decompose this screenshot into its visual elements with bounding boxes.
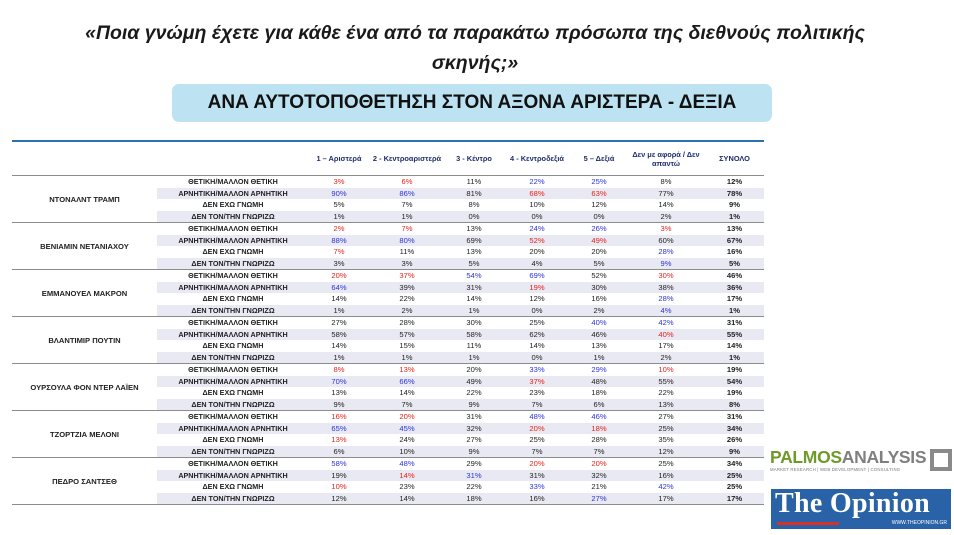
total-cell: 34% xyxy=(705,423,764,435)
opinion-row-label: ΘΕΤΙΚΗ/ΜΑΛΛΟΝ ΘΕΤΙΚΗ xyxy=(188,177,278,187)
question-title: «Ποια γνώμη έχετε για κάθε ένα από τα παρακάτω πρόσωπα της διεθνούς πολιτικής σκηνής;» xyxy=(85,22,865,74)
value-cell: 3% xyxy=(309,258,369,270)
opinion-row-label: ΔΕΝ ΕΧΩ ΓΝΩΜΗ xyxy=(202,388,264,398)
total-cell: 17% xyxy=(705,493,764,505)
value-cell: 7% xyxy=(401,224,413,234)
value-cell: 14% xyxy=(331,294,347,304)
person-name: ΒΛΑΝΤΙΜΙΡ ΠΟΥΤΙΝ xyxy=(12,317,157,364)
value-cell: 1% xyxy=(309,211,369,223)
opinion-row-label: ΑΡΝΗΤΙΚΗ/ΜΑΛΛΟΝ ΑΡΝΗΤΙΚΗ xyxy=(157,376,309,388)
value-cell: 25% xyxy=(529,435,545,445)
value-cell: 27% xyxy=(466,435,482,445)
palmos-logo-word-a: PALMOS xyxy=(770,447,842,467)
header-blank-person xyxy=(12,142,157,176)
opinion-row-label: ΘΕΤΙΚΗ/ΜΑΛΛΟΝ ΘΕΤΙΚΗ xyxy=(188,365,278,375)
header-col-right: 5 – Δεξιά xyxy=(571,142,627,176)
palmos-logo-wordmark xyxy=(770,448,952,466)
value-cell: 20% xyxy=(466,365,482,375)
value-cell: 2% xyxy=(333,224,345,234)
palmos-logo-tagline: MARKET RESEARCH | WEB DEVELOPMENT | CONSULTING xyxy=(770,467,901,472)
value-cell: 40% xyxy=(627,329,705,341)
value-cell: 20% xyxy=(399,412,415,422)
value-cell: 14% xyxy=(369,470,445,482)
value-cell: 31% xyxy=(445,470,503,482)
value-cell: 16% xyxy=(503,493,571,505)
value-cell: 29% xyxy=(591,365,607,375)
value-cell: 11% xyxy=(466,341,482,351)
value-cell: 13% xyxy=(331,435,347,445)
total-cell: 55% xyxy=(705,329,764,341)
value-cell: 11% xyxy=(466,177,482,187)
value-cell: 69% xyxy=(529,271,545,281)
value-cell: 28% xyxy=(658,294,674,304)
opinion-row-label: ΔΕΝ ΕΧΩ ΓΝΩΜΗ xyxy=(202,200,264,210)
value-cell: 12% xyxy=(529,294,545,304)
value-cell: 8% xyxy=(333,365,345,375)
value-cell: 58% xyxy=(445,329,503,341)
palmos-square-icon xyxy=(930,449,952,471)
total-cell: 9% xyxy=(729,200,740,210)
value-cell: 14% xyxy=(369,493,445,505)
value-cell: 10% xyxy=(529,200,545,210)
person-name: ΕΜΜΑΝΟΥΕΛ ΜΑΚΡΟΝ xyxy=(12,270,157,317)
value-cell: 12% xyxy=(591,200,607,210)
table-row xyxy=(12,270,764,282)
total-cell: 5% xyxy=(705,258,764,270)
value-cell: 6% xyxy=(571,399,627,411)
value-cell: 8% xyxy=(468,200,480,210)
table-header-row xyxy=(12,142,764,176)
value-cell: 0% xyxy=(571,211,627,223)
total-cell: 25% xyxy=(705,470,764,482)
value-cell: 14% xyxy=(658,200,674,210)
value-cell: 25% xyxy=(627,423,705,435)
value-cell: 13% xyxy=(627,399,705,411)
the-opinion-logo xyxy=(771,489,951,529)
total-cell: 36% xyxy=(705,282,764,294)
value-cell: 20% xyxy=(529,247,545,257)
opinion-row-label: ΔΕΝ ΕΧΩ ΓΝΩΜΗ xyxy=(202,341,264,351)
value-cell: 13% xyxy=(466,224,482,234)
value-cell: 9% xyxy=(445,446,503,458)
value-cell: 18% xyxy=(445,493,503,505)
value-cell: 17% xyxy=(658,341,674,351)
value-cell: 66% xyxy=(369,376,445,388)
value-cell: 30% xyxy=(466,318,482,328)
value-cell: 22% xyxy=(466,388,482,398)
opinion-row-label: ΘΕΤΙΚΗ/ΜΑΛΛΟΝ ΘΕΤΙΚΗ xyxy=(188,459,278,469)
opinion-row-label: ΔΕΝ ΤΟΝ/ΤΗΝ ΓΝΩΡΙΖΩ xyxy=(157,399,309,411)
value-cell: 90% xyxy=(309,188,369,200)
value-cell: 20% xyxy=(331,271,347,281)
value-cell: 63% xyxy=(571,188,627,200)
value-cell: 10% xyxy=(369,446,445,458)
value-cell: 20% xyxy=(529,459,545,469)
value-cell: 54% xyxy=(466,271,482,281)
value-cell: 19% xyxy=(503,282,571,294)
value-cell: 70% xyxy=(309,376,369,388)
value-cell: 29% xyxy=(466,459,482,469)
value-cell: 16% xyxy=(627,470,705,482)
value-cell: 86% xyxy=(369,188,445,200)
opinion-row-label: ΘΕΤΙΚΗ/ΜΑΛΛΟΝ ΘΕΤΙΚΗ xyxy=(188,412,278,422)
value-cell: 31% xyxy=(503,470,571,482)
value-cell: 7% xyxy=(571,446,627,458)
value-cell: 32% xyxy=(571,470,627,482)
opinion-row-label: ΑΡΝΗΤΙΚΗ/ΜΑΛΛΟΝ ΑΡΝΗΤΙΚΗ xyxy=(157,423,309,435)
header-col-center-right: 4 - Κεντροδεξιά xyxy=(503,142,571,176)
total-cell: 67% xyxy=(705,235,764,247)
value-cell: 1% xyxy=(309,305,369,317)
value-cell: 3% xyxy=(369,258,445,270)
results-table-container xyxy=(12,140,764,505)
table-row xyxy=(12,317,764,329)
value-cell: 48% xyxy=(399,459,415,469)
header-blank-label xyxy=(157,142,309,176)
value-cell: 0% xyxy=(445,211,503,223)
value-cell: 30% xyxy=(658,271,674,281)
value-cell: 1% xyxy=(309,352,369,364)
value-cell: 55% xyxy=(627,376,705,388)
value-cell: 33% xyxy=(529,482,545,492)
value-cell: 2% xyxy=(627,352,705,364)
value-cell: 14% xyxy=(331,341,347,351)
value-cell: 68% xyxy=(503,188,571,200)
value-cell: 46% xyxy=(591,412,607,422)
total-cell: 34% xyxy=(726,459,743,469)
value-cell: 14% xyxy=(466,294,482,304)
total-cell: 14% xyxy=(726,341,743,351)
value-cell: 80% xyxy=(369,235,445,247)
person-name: ΟΥΡΣΟΥΛΑ ΦΟΝ ΝΤΕΡ ΛΑΪΕΝ xyxy=(12,364,157,411)
value-cell: 10% xyxy=(331,482,347,492)
value-cell: 22% xyxy=(399,294,415,304)
value-cell: 48% xyxy=(529,412,545,422)
header-col-left: 1 – Αριστερά xyxy=(309,142,369,176)
total-cell: 78% xyxy=(705,188,764,200)
value-cell: 7% xyxy=(401,200,413,210)
value-cell: 23% xyxy=(399,482,415,492)
value-cell: 49% xyxy=(445,376,503,388)
value-cell: 42% xyxy=(658,318,674,328)
value-cell: 60% xyxy=(627,235,705,247)
value-cell: 25% xyxy=(529,318,545,328)
opinion-row-label: ΑΡΝΗΤΙΚΗ/ΜΑΛΛΟΝ ΑΡΝΗΤΙΚΗ xyxy=(157,329,309,341)
opinion-row-label: ΔΕΝ ΕΧΩ ΓΝΩΜΗ xyxy=(202,482,264,492)
value-cell: 37% xyxy=(399,271,415,281)
header-col-total: ΣΥΝΟΛΟ xyxy=(705,142,764,176)
value-cell: 16% xyxy=(591,294,607,304)
value-cell: 9% xyxy=(627,258,705,270)
opinion-row-label: ΔΕΝ ΤΟΝ/ΤΗΝ ΓΝΩΡΙΖΩ xyxy=(157,305,309,317)
results-table xyxy=(12,142,764,505)
value-cell: 1% xyxy=(369,352,445,364)
value-cell: 49% xyxy=(571,235,627,247)
value-cell: 52% xyxy=(591,271,607,281)
value-cell: 3% xyxy=(660,224,672,234)
table-row xyxy=(12,223,764,235)
palmos-logo-word-b: ANALYSIS xyxy=(841,447,927,467)
value-cell: 22% xyxy=(529,177,545,187)
value-cell: 5% xyxy=(333,200,345,210)
value-cell: 8% xyxy=(660,177,672,187)
palmos-analysis-logo xyxy=(770,448,952,478)
total-cell: 46% xyxy=(726,271,743,281)
value-cell: 30% xyxy=(571,282,627,294)
value-cell: 17% xyxy=(627,493,705,505)
value-cell: 64% xyxy=(309,282,369,294)
value-cell: 57% xyxy=(369,329,445,341)
value-cell: 77% xyxy=(627,188,705,200)
value-cell: 48% xyxy=(571,376,627,388)
total-cell: 26% xyxy=(726,435,743,445)
value-cell: 58% xyxy=(309,329,369,341)
value-cell: 27% xyxy=(331,318,347,328)
value-cell: 37% xyxy=(503,376,571,388)
opinion-row-label: ΑΡΝΗΤΙΚΗ/ΜΑΛΛΟΝ ΑΡΝΗΤΙΚΗ xyxy=(157,470,309,482)
table-row xyxy=(12,458,764,470)
header-col-center-left: 2 - Κεντροαριστερά xyxy=(369,142,445,176)
value-cell: 28% xyxy=(658,247,674,257)
value-cell: 5% xyxy=(445,258,503,270)
person-name: ΠΕΔΡΟ ΣΑΝΤΣΕΘ xyxy=(12,458,157,505)
opinion-row-label: ΔΕΝ ΕΧΩ ΓΝΩΜΗ xyxy=(202,247,264,257)
value-cell: 35% xyxy=(658,435,674,445)
total-cell: 54% xyxy=(705,376,764,388)
value-cell: 2% xyxy=(627,211,705,223)
value-cell: 32% xyxy=(445,423,503,435)
opinion-row-label: ΑΡΝΗΤΙΚΗ/ΜΑΛΛΟΝ ΑΡΝΗΤΙΚΗ xyxy=(157,188,309,200)
table-row xyxy=(12,176,764,188)
total-cell: 19% xyxy=(726,388,743,398)
value-cell: 0% xyxy=(503,305,571,317)
value-cell: 28% xyxy=(399,318,415,328)
value-cell: 7% xyxy=(369,399,445,411)
table-row xyxy=(12,364,764,376)
value-cell: 10% xyxy=(658,365,674,375)
value-cell: 9% xyxy=(445,399,503,411)
value-cell: 24% xyxy=(399,435,415,445)
value-cell: 22% xyxy=(658,388,674,398)
value-cell: 15% xyxy=(399,341,415,351)
value-cell: 20% xyxy=(503,423,571,435)
total-cell: 1% xyxy=(705,305,764,317)
opinion-logo-name: The Opinion xyxy=(775,488,931,519)
value-cell: 7% xyxy=(503,399,571,411)
value-cell: 4% xyxy=(503,258,571,270)
value-cell: 62% xyxy=(503,329,571,341)
header-col-center: 3 - Κέντρο xyxy=(445,142,503,176)
value-cell: 0% xyxy=(503,211,571,223)
value-cell: 6% xyxy=(401,177,413,187)
opinion-row-label: ΑΡΝΗΤΙΚΗ/ΜΑΛΛΟΝ ΑΡΝΗΤΙΚΗ xyxy=(157,282,309,294)
value-cell: 33% xyxy=(529,365,545,375)
value-cell: 88% xyxy=(309,235,369,247)
opinion-row-label: ΔΕΝ ΤΟΝ/ΤΗΝ ΓΝΩΡΙΖΩ xyxy=(157,258,309,270)
value-cell: 14% xyxy=(399,388,415,398)
opinion-row-label: ΘΕΤΙΚΗ/ΜΑΛΛΟΝ ΘΕΤΙΚΗ xyxy=(188,224,278,234)
opinion-row-label: ΘΕΤΙΚΗ/ΜΑΛΛΟΝ ΘΕΤΙΚΗ xyxy=(188,318,278,328)
value-cell: 21% xyxy=(591,482,607,492)
opinion-row-label: ΔΕΝ ΤΟΝ/ΤΗΝ ΓΝΩΡΙΖΩ xyxy=(157,493,309,505)
value-cell: 31% xyxy=(445,282,503,294)
value-cell: 42% xyxy=(658,482,674,492)
value-cell: 45% xyxy=(369,423,445,435)
value-cell: 20% xyxy=(591,459,607,469)
opinion-row-label: ΔΕΝ ΤΟΝ/ΤΗΝ ΓΝΩΡΙΖΩ xyxy=(157,446,309,458)
total-cell: 9% xyxy=(705,446,764,458)
value-cell: 25% xyxy=(658,459,674,469)
value-cell: 25% xyxy=(591,177,607,187)
value-cell: 12% xyxy=(627,446,705,458)
total-cell: 1% xyxy=(705,211,764,223)
value-cell: 14% xyxy=(529,341,545,351)
opinion-row-label: ΔΕΝ ΕΧΩ ΓΝΩΜΗ xyxy=(202,294,264,304)
value-cell: 31% xyxy=(466,412,482,422)
total-cell: 19% xyxy=(726,365,743,375)
total-cell: 17% xyxy=(726,294,743,304)
value-cell: 19% xyxy=(309,470,369,482)
value-cell: 27% xyxy=(658,412,674,422)
table-row xyxy=(12,411,764,423)
section-banner: ΑΝΑ ΑΥΤΟΤΟΠΟΘΕΤΗΣΗ ΣΤΟΝ ΑΞΟΝΑ ΑΡΙΣΤΕΡΑ - ΔΕΞΙΑ xyxy=(172,84,772,122)
value-cell: 2% xyxy=(369,305,445,317)
value-cell: 81% xyxy=(445,188,503,200)
total-cell: 13% xyxy=(726,224,743,234)
value-cell: 58% xyxy=(331,459,347,469)
value-cell: 4% xyxy=(627,305,705,317)
total-cell: 31% xyxy=(726,318,743,328)
value-cell: 1% xyxy=(571,352,627,364)
opinion-row-label: ΔΕΝ ΤΟΝ/ΤΗΝ ΓΝΩΡΙΖΩ xyxy=(157,211,309,223)
value-cell: 46% xyxy=(571,329,627,341)
value-cell: 26% xyxy=(591,224,607,234)
opinion-row-label: ΔΕΝ ΤΟΝ/ΤΗΝ ΓΝΩΡΙΖΩ xyxy=(157,352,309,364)
value-cell: 69% xyxy=(445,235,503,247)
value-cell: 5% xyxy=(571,258,627,270)
value-cell: 6% xyxy=(309,446,369,458)
opinion-row-label: ΑΡΝΗΤΙΚΗ/ΜΑΛΛΟΝ ΑΡΝΗΤΙΚΗ xyxy=(157,235,309,247)
value-cell: 0% xyxy=(503,352,571,364)
total-cell: 16% xyxy=(726,247,743,257)
value-cell: 12% xyxy=(309,493,369,505)
value-cell: 22% xyxy=(466,482,482,492)
value-cell: 13% xyxy=(466,247,482,257)
value-cell: 16% xyxy=(331,412,347,422)
header-col-no-answer xyxy=(627,142,705,176)
value-cell: 40% xyxy=(591,318,607,328)
value-cell: 20% xyxy=(591,247,607,257)
opinion-logo-red-bar xyxy=(777,522,839,525)
total-cell: 1% xyxy=(705,352,764,364)
table-body xyxy=(12,176,764,505)
value-cell: 13% xyxy=(591,341,607,351)
value-cell: 2% xyxy=(571,305,627,317)
person-name: ΝΤΟΝΑΛΝΤ ΤΡΑΜΠ xyxy=(12,176,157,223)
value-cell: 1% xyxy=(369,211,445,223)
value-cell: 39% xyxy=(369,282,445,294)
value-cell: 9% xyxy=(309,399,369,411)
value-cell: 23% xyxy=(529,388,545,398)
value-cell: 13% xyxy=(399,365,415,375)
opinion-row-label: ΔΕΝ ΕΧΩ ΓΝΩΜΗ xyxy=(202,435,264,445)
header-col-no-answer-text: Δεν με αφορά / Δεν απαντώ xyxy=(632,149,700,168)
value-cell: 65% xyxy=(309,423,369,435)
value-cell: 27% xyxy=(571,493,627,505)
person-name: ΤΖΟΡΤΖΙΑ ΜΕΛΟΝΙ xyxy=(12,411,157,458)
person-name: ΒΕΝΙΑΜΙΝ ΝΕΤΑΝΙΑΧΟΥ xyxy=(12,223,157,270)
value-cell: 13% xyxy=(331,388,347,398)
total-cell: 25% xyxy=(726,482,743,492)
value-cell: 38% xyxy=(627,282,705,294)
value-cell: 7% xyxy=(333,247,345,257)
value-cell: 28% xyxy=(591,435,607,445)
value-cell: 1% xyxy=(445,305,503,317)
opinion-logo-url: WWW.THEOPINION.GR xyxy=(891,520,947,526)
total-cell: 31% xyxy=(726,412,743,422)
total-cell: 8% xyxy=(705,399,764,411)
total-cell: 12% xyxy=(726,177,743,187)
value-cell: 24% xyxy=(529,224,545,234)
opinion-row-label: ΘΕΤΙΚΗ/ΜΑΛΛΟΝ ΘΕΤΙΚΗ xyxy=(188,271,278,281)
value-cell: 3% xyxy=(333,177,345,187)
value-cell: 1% xyxy=(445,352,503,364)
value-cell: 18% xyxy=(591,388,607,398)
value-cell: 18% xyxy=(571,423,627,435)
value-cell: 52% xyxy=(503,235,571,247)
value-cell: 7% xyxy=(503,446,571,458)
value-cell: 11% xyxy=(399,247,415,257)
